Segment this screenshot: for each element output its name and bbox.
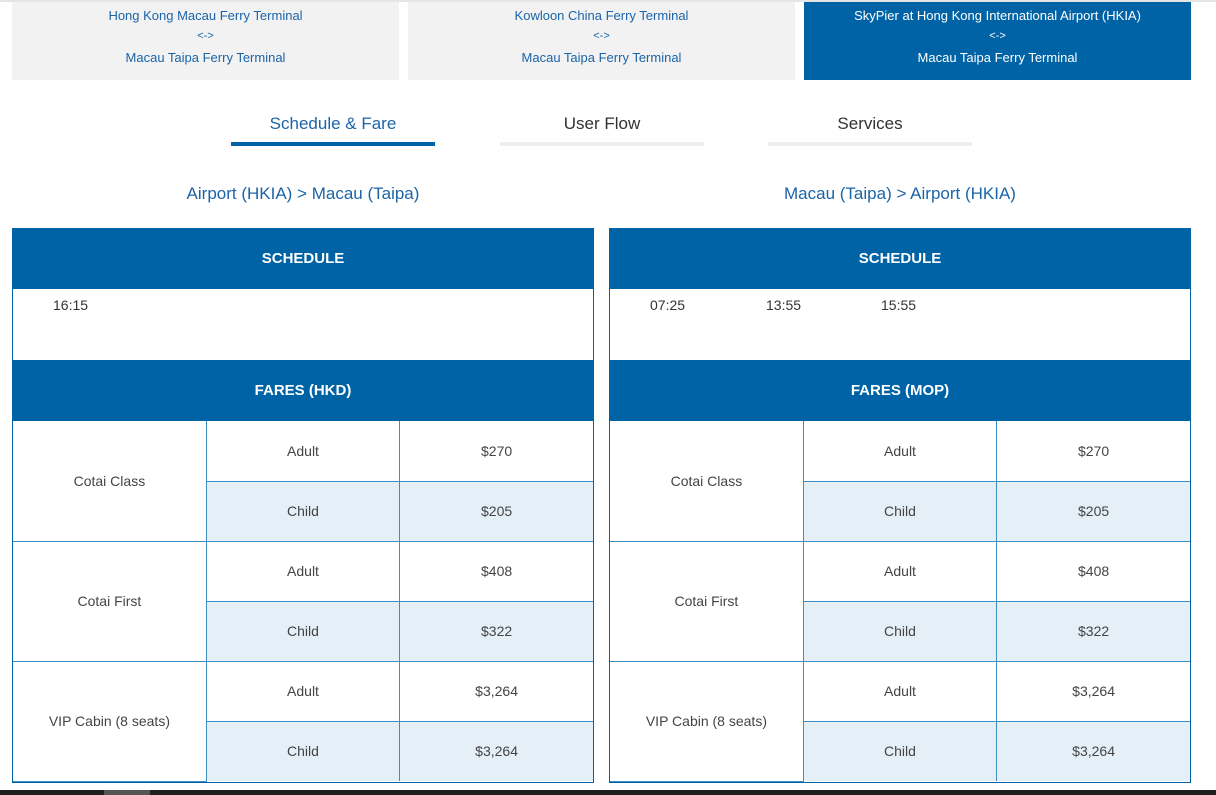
passenger-type: Child (206, 721, 399, 781)
fares-header: FARES (MOP) (610, 361, 1190, 421)
scrollbar-thumb[interactable] (104, 790, 150, 795)
route-tab-skypier-hkia[interactable] (804, 2, 1191, 80)
route-arrow: <-> (989, 30, 1006, 42)
fare-price: $408 (400, 541, 593, 601)
passenger-type: Adult (803, 661, 996, 721)
horizontal-scrollbar[interactable] (0, 790, 1216, 795)
passenger-type: Child (206, 481, 399, 541)
class-name: VIP Cabin (8 seats) (610, 661, 803, 781)
tab-services[interactable]: Services (768, 108, 972, 146)
schedule-header: SCHEDULE (610, 229, 1190, 289)
fare-price: $322 (400, 601, 593, 661)
fare-price: $205 (997, 481, 1190, 541)
fare-price: $270 (997, 421, 1190, 481)
fare-price: $3,264 (400, 661, 593, 721)
table-row (610, 421, 1190, 481)
passenger-type: Child (803, 481, 996, 541)
direction-title-outbound: Airport (HKIA) > Macau (Taipa) (186, 184, 420, 203)
class-name: VIP Cabin (8 seats) (13, 661, 206, 781)
departure-time: 13:55 (766, 297, 802, 313)
tab-user-flow[interactable]: User Flow (500, 108, 704, 146)
schedule-times (13, 289, 593, 361)
fare-price: $322 (997, 601, 1190, 661)
panel-outbound (12, 228, 594, 783)
fare-price: $205 (400, 481, 593, 541)
class-name: Cotai First (610, 541, 803, 661)
schedule-times (610, 289, 1190, 361)
route-tabs (12, 2, 1191, 80)
class-name: Cotai Class (610, 421, 803, 541)
class-name: Cotai Class (13, 421, 206, 541)
fare-price: $408 (997, 541, 1190, 601)
fare-price: $3,264 (997, 661, 1190, 721)
passenger-type: Adult (803, 541, 996, 601)
route-from: SkyPier at Hong Kong International Airport (HKIA) (854, 8, 1141, 23)
fare-price: $3,264 (997, 721, 1190, 781)
passenger-type: Adult (206, 421, 399, 481)
panel-return (609, 228, 1191, 783)
route-to: Macau Taipa Ferry Terminal (917, 50, 1078, 65)
passenger-type: Adult (206, 661, 399, 721)
tab-schedule-fare[interactable]: Schedule & Fare (231, 108, 435, 146)
table-row (13, 421, 593, 481)
fare-price: $270 (400, 421, 593, 481)
route-to: Macau Taipa Ferry Terminal (521, 50, 682, 65)
fares-table (610, 421, 1190, 782)
fare-price: $3,264 (400, 721, 593, 781)
passenger-type: Child (206, 601, 399, 661)
route-arrow: <-> (593, 30, 610, 42)
direction-title-return: Macau (Taipa) > Airport (HKIA) (784, 184, 1016, 203)
route-tab-hk-macau-ferry[interactable] (12, 2, 399, 80)
passenger-type: Child (803, 601, 996, 661)
fares-table (13, 421, 593, 782)
route-from: Kowloon China Ferry Terminal (514, 8, 689, 23)
table-row (13, 541, 593, 601)
class-name: Cotai First (13, 541, 206, 661)
departure-time: 15:55 (881, 297, 917, 313)
schedule-header: SCHEDULE (13, 229, 593, 289)
route-arrow: <-> (197, 30, 214, 42)
table-row (610, 541, 1190, 601)
passenger-type: Child (803, 721, 996, 781)
departure-time: 07:25 (650, 297, 686, 313)
passenger-type: Adult (206, 541, 399, 601)
content-tabs (231, 108, 973, 148)
route-tab-kowloon-china-ferry[interactable] (408, 2, 795, 80)
passenger-type: Adult (803, 421, 996, 481)
table-row (610, 661, 1190, 721)
table-row (13, 661, 593, 721)
route-from: Hong Kong Macau Ferry Terminal (108, 8, 303, 23)
fares-header: FARES (HKD) (13, 361, 593, 421)
route-to: Macau Taipa Ferry Terminal (125, 50, 286, 65)
departure-time: 16:15 (53, 297, 89, 313)
